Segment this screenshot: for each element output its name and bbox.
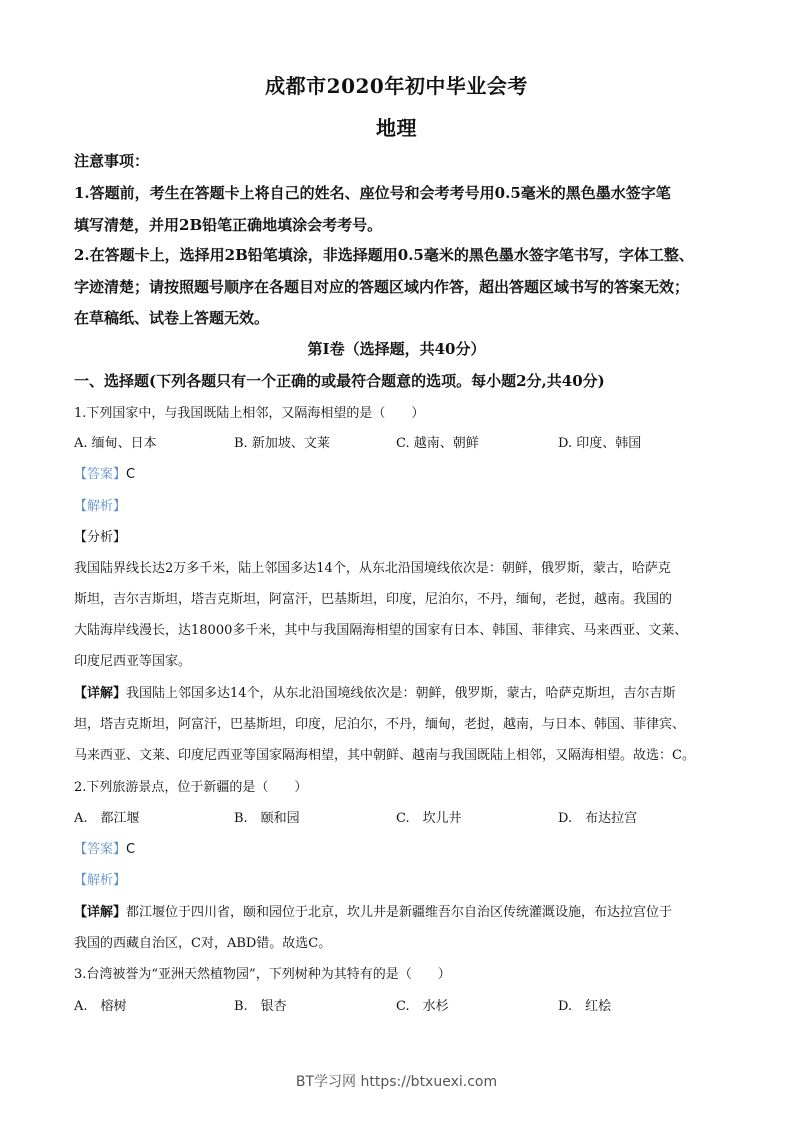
question-1-answer [74, 463, 724, 482]
notice-item2-line1: 2.在答题卡上，选择用2B铅笔填涂，非选择题用0.5毫米的黑色墨水签字笔书写，字体工整、 [74, 246, 694, 264]
question-2-stem: 2.下列旅游景点，位于新疆的是（ ） [74, 780, 308, 795]
question-1-fenxi-line2: 斯坦，吉尔吉斯坦，塔吉克斯坦，阿富汗，巴基斯坦，印度，尼泊尔，不丹，缅甸，老挝，越南。我国的 [74, 592, 673, 607]
notice-heading: 注意事项： [74, 152, 150, 170]
question-1-detail-line3: 马来西亚、文莱、印度尼西亚等国家隔海相望，其中朝鲜、越南与我国既陆上相邻，又隔海相望。故选：C。 [74, 748, 695, 763]
exam-subject: 地理 [376, 116, 417, 140]
question-3-option-b: B. 银杏 [234, 999, 287, 1014]
analysis-label: 【解析】 [74, 873, 127, 888]
question-2-analysis-label [74, 869, 724, 888]
answer-label: 【答案】 [74, 467, 127, 482]
analysis-label: 【解析】 [74, 499, 127, 514]
notice-item1-line1: 1.答题前，考生在答题卡上将自己的姓名、座位号和会考考号用0.5毫米的黑色墨水签字笔 [74, 184, 671, 202]
question-2-option-c: C. 坎儿井 [396, 811, 462, 826]
part-title: 一、选择题(下列各题只有一个正确的或最符合题意的选项。每小题2分,共40分) [74, 372, 605, 390]
detail-text: 都江堰位于四川省，颐和园位于北京，坎儿井是新疆维吾尔自治区传统灌溉设施，布达拉宫位于 [126, 905, 673, 920]
question-1-option-d: D. 印度、韩国 [558, 436, 642, 451]
detail-label: 【详解】 [74, 686, 127, 701]
notice-item2-line3: 在草稿纸、试卷上答题无效。 [74, 309, 270, 327]
question-3-option-a: A. 榕树 [74, 999, 127, 1014]
question-2-option-a: A. 都江堰 [74, 811, 140, 826]
question-1-option-c: C. 越南、朝鲜 [396, 436, 479, 451]
question-1-detail-line1 [74, 682, 724, 701]
question-3-option-d: D. 红桧 [558, 999, 612, 1014]
footer-watermark: BT学习网 https://btxuexi.com [295, 1074, 498, 1090]
question-1-option-b: B. 新加坡、文莱 [234, 436, 330, 451]
question-1-analysis-label [74, 495, 724, 514]
question-3-stem: 3.台湾被誉为“亚洲天然植物园”，下列树种为其特有的是（ ） [74, 967, 451, 982]
detail-label: 【详解】 [74, 905, 127, 920]
question-1-fenxi-line4: 印度尼西亚等国家。 [74, 654, 192, 669]
question-2-detail-line1 [74, 901, 724, 920]
question-1-fenxi-label: 【分析】 [74, 530, 127, 545]
answer-value: C [126, 467, 136, 482]
answer-label: 【答案】 [74, 842, 127, 857]
notice-item1-line2: 填写清楚，并用2B铅笔正确地填涂会考考号。 [74, 216, 383, 234]
question-1-detail-line2: 坦，塔吉克斯坦，阿富汗，巴基斯坦，印度，尼泊尔，不丹，缅甸，老挝，越南，与日本、韩国、菲律宾、 [74, 717, 686, 732]
answer-value: C [126, 842, 136, 857]
question-1-fenxi-line3: 大陆海岸线漫长，达18000多千米，其中与我国隔海相望的国家有日本、韩国、菲律宾、马来西亚、文莱、 [74, 623, 688, 638]
question-2-option-d: D. 布达拉宫 [558, 811, 638, 826]
detail-text: 我国陆上邻国多达14个，从东北沿国境线依次是：朝鲜，俄罗斯，蒙古，哈萨克斯坦，吉尔吉斯 [126, 686, 676, 701]
question-3-option-c: C. 水杉 [396, 999, 449, 1014]
volume-title: 第Ⅰ卷（选择题，共40分） [307, 340, 486, 358]
question-2-option-b: B. 颐和园 [234, 811, 300, 826]
question-1-fenxi-line1: 我国陆界线长达2万多千米，陆上邻国多达14个，从东北沿国境线依次是：朝鲜，俄罗斯，蒙古，哈萨克 [74, 561, 671, 576]
question-2-answer [74, 838, 724, 857]
question-1-stem: 1.下列国家中，与我国既陆上相邻，又隔海相望的是（ ） [74, 406, 425, 421]
exam-title: 成都市2020年初中毕业会考 [265, 74, 528, 98]
question-1-option-a: A. 缅甸、日本 [74, 436, 157, 451]
question-2-detail-line2: 我国的西藏自治区，C对，ABD错。故选C。 [74, 936, 332, 951]
notice-item2-line2: 字迹清楚；请按照题号顺序在各题目对应的答题区域内作答，超出答题区域书写的答案无效； [74, 278, 690, 296]
